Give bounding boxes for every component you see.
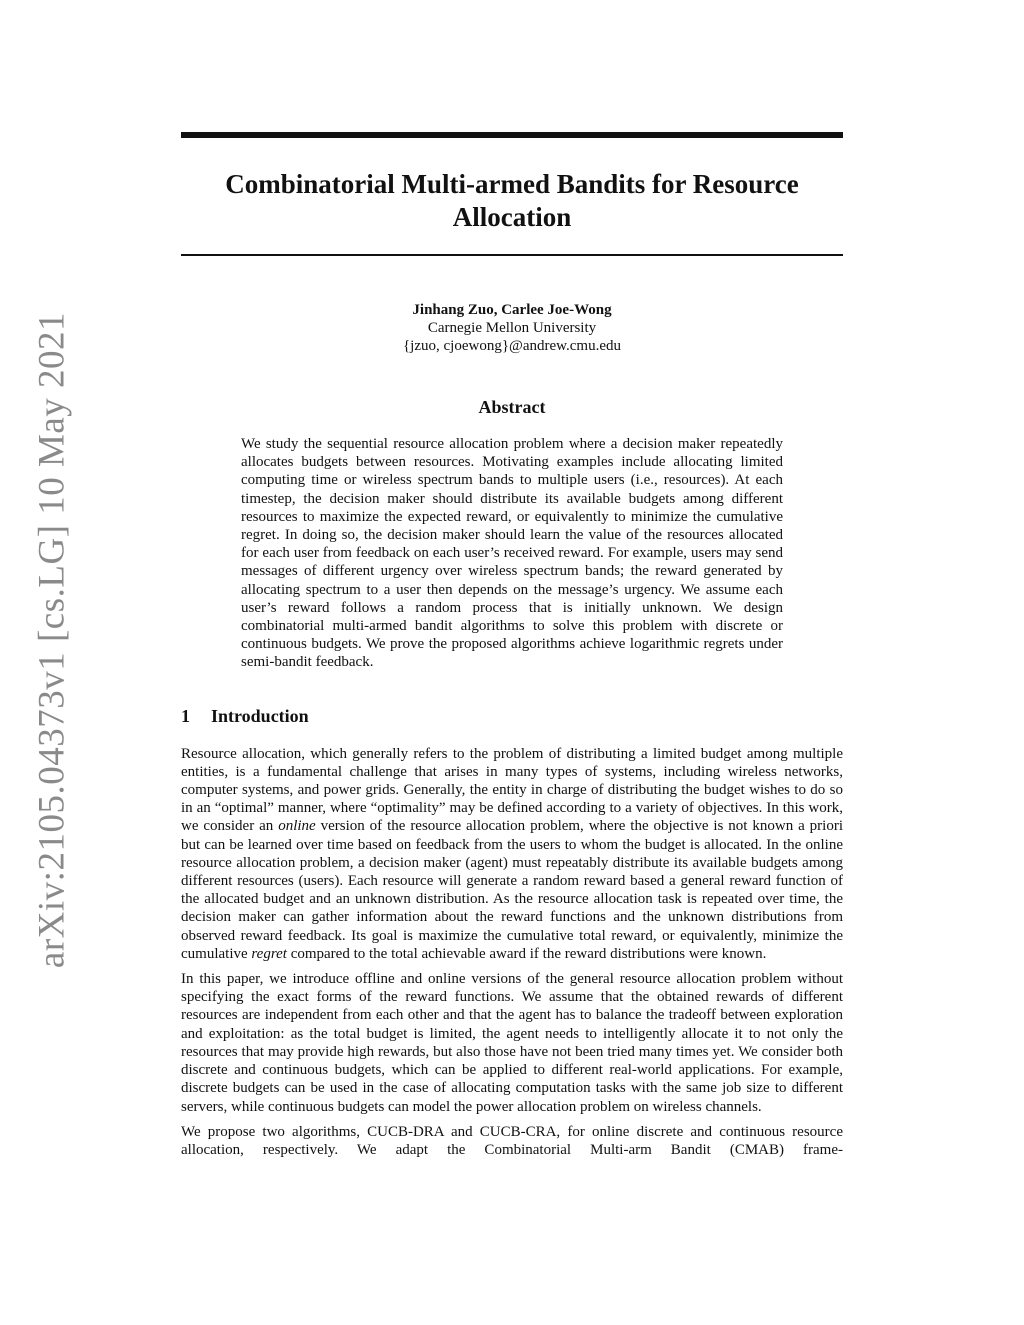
author-block (181, 301, 843, 355)
intro-p1-part-c: compared to the total achievable award if the reward distributions were known. (286, 945, 767, 962)
arxiv-identifier: arXiv:2105.04373v1 [cs.LG] 10 May 2021 (31, 311, 73, 969)
title-top-rule (181, 132, 843, 138)
author-names: Jinhang Zuo, Carlee Joe-Wong (412, 302, 612, 318)
intro-paragraph-1 (181, 745, 843, 963)
section-heading-introduction (181, 706, 843, 727)
title-line-2: Allocation (452, 202, 572, 232)
section-number: 1 (181, 705, 190, 726)
title-bottom-rule (181, 254, 843, 256)
intro-p1-part-b: version of the resource allocation problem, where the objective is not known a priori but can be learned over time based on feedback from the users to whom the budget is allocated. In the online resource allocation problem, a decision maker (agent) must repeatably distribute its available budgets among different resources (users). Each resource will generate a random reward based a general reward function of the allocated budget and an unknown distribution. As the resource allocation task is repeated over time, the decision maker can gather information about the reward functions and the unknown distributions from observed reward feedback. Its goal is maximize the cumulative total reward, or equivalently, minimize the cumulative (181, 818, 844, 962)
paper-title (181, 168, 843, 234)
abstract-text: We study the sequential resource allocation problem where a decision maker repeatedly allocates budgets between resources. Motivating examples include allocating limited computing time or wireless spectrum bands to multiple users (i.e., resources). At each timestep, the decision maker should distribute its available budgets among different resources to maximize the expected reward, or equivalently to minimize the cumulative regret. In doing so, the decision maker should learn the value of the resources allocated for each user from feedback on each user’s received reward. For example, users may send messages of different urgency over wireless spectrum bands; the reward generated by allocating spectrum to a user then depends on the message’s urgency. We assume each user’s reward follows a random process that is initially unknown. We design combinatorial multi-armed bandit algorithms to solve this problem with discrete or continuous budgets. We prove the proposed algorithms achieve logarithmic regrets under semi-bandit feedback. (241, 436, 783, 671)
intro-p1-emphasis-online: online (278, 818, 316, 835)
abstract-heading: Abstract (478, 397, 546, 417)
paper-page (181, 132, 843, 1159)
author-email: {jzuo, cjoewong}@andrew.cmu.edu (402, 338, 621, 354)
intro-paragraph-3: We propose two algorithms, CUCB-DRA and CUCB-CRA, for online discrete and continuous resource allocation, respectively. We adapt the Combinatorial Multi-arm Bandit (CMAB) frame- (181, 1123, 843, 1158)
title-line-1: Combinatorial Multi-armed Bandits for Resource (225, 169, 799, 199)
author-affiliation: Carnegie Mellon University (427, 320, 597, 336)
intro-paragraph-2: In this paper, we introduce offline and online versions of the general resource allocation problem without specifying the exact forms of the reward functions. We assume that the obtained rewards of different resources are independent from each other and that the agent has to balance the tradeoff between exploration and exploitation: as the total budget is limited, the agent needs to intelligently allocate it to not only the resources that may provide high rewards, but also those have not been tried many times yet. We consider both discrete and continuous budgets, which can be applied to different real-world applications. For example, discrete budgets can be used in the case of allocating computation tasks with the same job size to different servers, while continuous budgets can model the power allocation problem on wireless channels. (181, 971, 843, 1115)
introduction-body (181, 745, 843, 1159)
section-title: Introduction (211, 705, 309, 726)
intro-p1-emphasis-regret: regret (251, 945, 287, 962)
intro-p1-part-a: Resource allocation, which generally refers to the problem of distributing a limited budget among multiple entities, is a fundamental challenge that arises in many types of systems, including wireless networks, computer systems, and power grids. Generally, the entity in charge of distributing the budget wishes to do so in an “optimal” manner, where “optimality” may be defined according to a variety of objectives. In this work, we consider an (181, 745, 843, 835)
